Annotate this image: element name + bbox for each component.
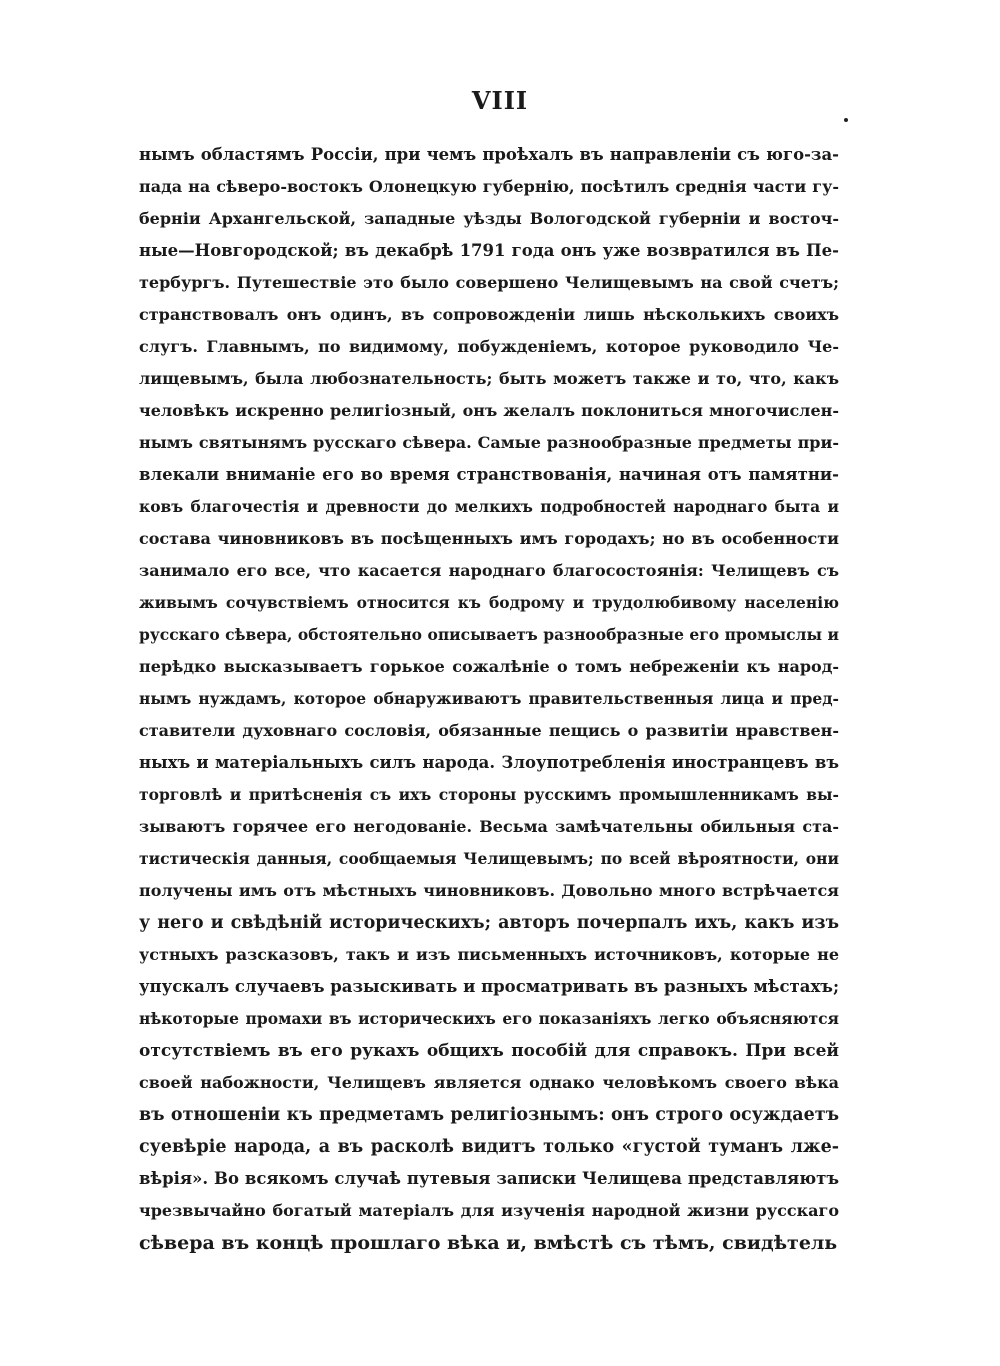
text-line: своей набожности, Челищевъ является однако человѣкомъ своего вѣка: [139, 1073, 839, 1092]
text-line: пада на сѣверо-востокъ Олонецкую губернію, посѣтилъ среднія части гу-: [139, 177, 839, 196]
text-line: ныхъ и матеріальныхъ силъ народа. Злоупотребленія иностранцевъ въ: [139, 753, 839, 772]
text-line: суевѣріе народа, а въ расколѣ видитъ только «густой туманъ лже-: [139, 1137, 839, 1157]
text-line: получены имъ отъ мѣстныхъ чиновниковъ. Довольно много встрѣчается: [139, 881, 839, 900]
text-line: чрезвычайно богатый матеріалъ для изученія народной жизни русскаго: [139, 1201, 839, 1220]
text-line: слугъ. Главнымъ, по видимому, побужденіемъ, которое руководило Че-: [139, 337, 839, 356]
text-line: тистическія данныя, сообщаемыя Челищевымъ; по всей вѣроятности, они: [139, 849, 839, 868]
print-speck: [844, 118, 848, 122]
text-line: состава чиновниковъ въ посѣщенныхъ имъ городахъ; но въ особенности: [139, 529, 839, 548]
page-number: VIII: [471, 86, 529, 115]
text-line: вѣрія». Во всякомъ случаѣ путевыя записки Челищева представляютъ: [139, 1169, 839, 1188]
text-line: живымъ сочувствіемъ относится къ бодрому и трудолюбивому населенію: [139, 593, 839, 612]
text-line: берніи Архангельской, западные уѣзды Вологодской губерніи и восточ-: [139, 209, 839, 228]
text-line: отсутствіемъ въ его рукахъ общихъ пособій для справокъ. При всей: [139, 1041, 839, 1061]
text-line: ковъ благочестія и древности до мелкихъ подробностей народнаго быта и: [139, 497, 839, 516]
text-line: занимало его все, что касается народнаго благосостоянія: Челищевъ съ: [139, 561, 839, 580]
text-line: русскаго сѣвера, обстоятельно описываетъ разнообразные его промыслы и: [139, 625, 839, 644]
text-line: влекали вниманіе его во время странствованія, начиная отъ памятни-: [139, 465, 839, 484]
text-line: у него и свѣдѣній историческихъ; авторъ почерпалъ ихъ, какъ изъ: [139, 913, 839, 933]
text-line: ные—Новгородской; въ декабрѣ 1791 года онъ уже возвратился въ Пе-: [139, 241, 839, 260]
text-line: лищевымъ, была любознательность; быть можетъ также и то, что, какъ: [139, 369, 839, 388]
text-line: нымъ нуждамъ, которое обнаруживаютъ правительственныя лица и пред-: [139, 689, 839, 708]
text-line: нѣкоторые промахи въ историческихъ его показаніяхъ легко объясняются: [139, 1009, 839, 1028]
text-line: ставители духовнаго сословія, обязанные пещись о развитіи нравствен-: [139, 721, 839, 740]
text-line: нымъ областямъ Россіи, при чемъ проѣхалъ въ направленіи съ юго-за-: [139, 145, 839, 164]
text-line: въ отношеніи къ предметамъ религіознымъ: онъ строго осуждаетъ: [139, 1105, 839, 1125]
text-line: устныхъ разсказовъ, такъ и изъ письменныхъ источниковъ, которые не: [139, 945, 839, 964]
text-line: перѣдко высказываетъ горькое сожалѣніе о томъ небреженіи къ народ-: [139, 657, 839, 676]
text-line: упускалъ случаевъ разыскивать и просматривать въ разныхъ мѣстахъ;: [139, 977, 839, 996]
text-line: торговлѣ и притѣсненія съ ихъ стороны русскимъ промышленникамъ вы-: [139, 785, 839, 804]
text-line: зываютъ горячее его негодованіе. Весьма замѣчательны обильныя ста-: [139, 817, 839, 836]
text-line: сѣвера въ концѣ прошлаго вѣка и, вмѣстѣ съ тѣмъ, свидѣтель: [139, 1232, 838, 1254]
text-line: человѣкъ искренно религіозный, онъ желалъ поклониться многочислен-: [139, 401, 839, 420]
text-line: нымъ святынямъ русскаго сѣвера. Самые разнообразные предметы при-: [139, 433, 839, 452]
text-line: странствовалъ онъ одинъ, въ сопровожденіи лишь нѣсколькихъ своихъ: [139, 305, 839, 324]
body-text: [139, 139, 839, 1259]
text-line: тербургъ. Путешествіе это было совершено Челищевымъ на свой счетъ;: [139, 273, 839, 292]
